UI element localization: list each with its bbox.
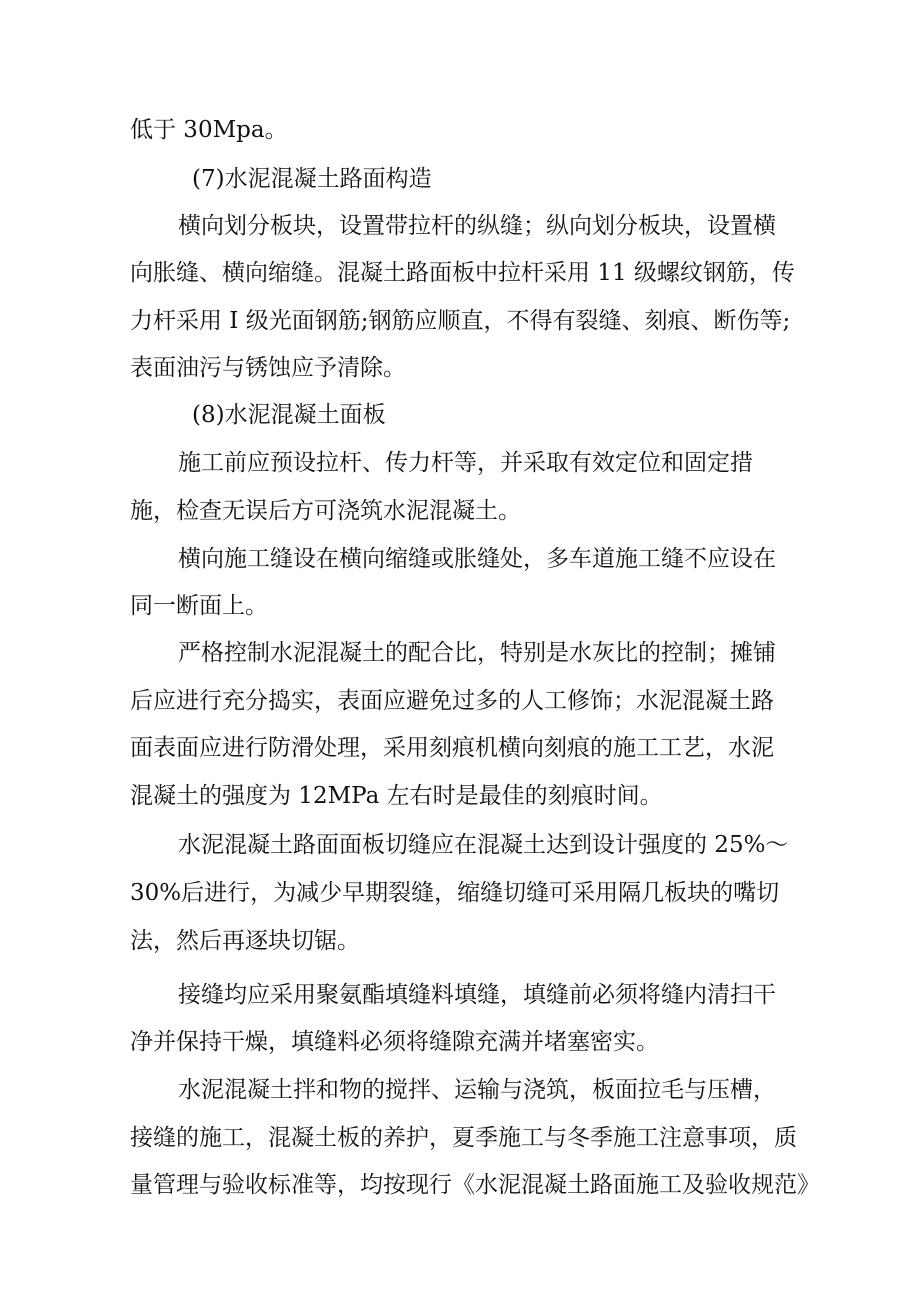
text-line: 横向施工缝设在横向缩缝或胀缝处，多车道施工缝不应设在 [178, 546, 776, 572]
text-line: 混凝土的强度为 12MPa 左右时是最佳的刻痕时间。 [130, 783, 663, 809]
text-line: 横向划分板块，设置带拉杆的纵缝；纵向划分板块，设置横 [178, 213, 776, 239]
text-line: 施工前应预设拉杆、传力杆等，并采取有效定位和固定措 [178, 450, 753, 476]
text-line: 后应进行充分捣实，表面应避免过多的人工修饰；水泥混凝土路 [130, 688, 774, 714]
section-heading-7: (7)水泥混凝土路面构造 [192, 166, 432, 192]
text-line: 净并保持干燥，填缝料必须将缝隙充满并堵塞密实。 [130, 1029, 659, 1055]
text-line: 接缝均应采用聚氨酯填缝料填缝，填缝前必须将缝内清扫干 [178, 982, 776, 1008]
text-line: 严格控制水泥混凝土的配合比，特别是水灰比的控制；摊铺 [178, 640, 776, 666]
text-line: 量管理与验收标准等，均按现行《水泥混凝土路面施工及验收规范》 [130, 1172, 820, 1198]
text-line: 水泥混凝土路面面板切缝应在混凝土达到设计强度的 25%～ [178, 832, 789, 858]
text-line: 面表面应进行防滑处理，采用刻痕机横向刻痕的施工工艺，水泥 [130, 735, 774, 761]
text-line: 表面油污与锈蚀应予清除。 [130, 355, 406, 381]
text-line: 水泥混凝土拌和物的搅拌、运输与浇筑，板面拉毛与压槽， [178, 1077, 776, 1103]
section-heading-8: (8)水泥混凝土面板 [192, 402, 386, 428]
text-line: 30%后进行，为减少早期裂缝，缩缝切缝可采用隔几板块的嘴切 [130, 880, 780, 906]
text-line: 施，检查无误后方可浇筑水泥混凝土。 [130, 498, 521, 524]
text-line: 力杆采用 I 级光面钢筋;钢筋应顺直，不得有裂缝、刻痕、断伤等; [130, 308, 791, 334]
text-line: 向胀缝、横向缩缝。混凝土路面板中拉杆采用 11 级螺纹钢筋，传 [130, 260, 795, 286]
text-line: 低于 30Mpa。 [130, 117, 288, 143]
text-line: 法，然后再逐块切锯。 [130, 928, 360, 954]
text-line: 同一断面上。 [130, 593, 268, 619]
text-line: 接缝的施工，混凝土板的养护，夏季施工与冬季施工注意事项，质 [130, 1125, 797, 1151]
